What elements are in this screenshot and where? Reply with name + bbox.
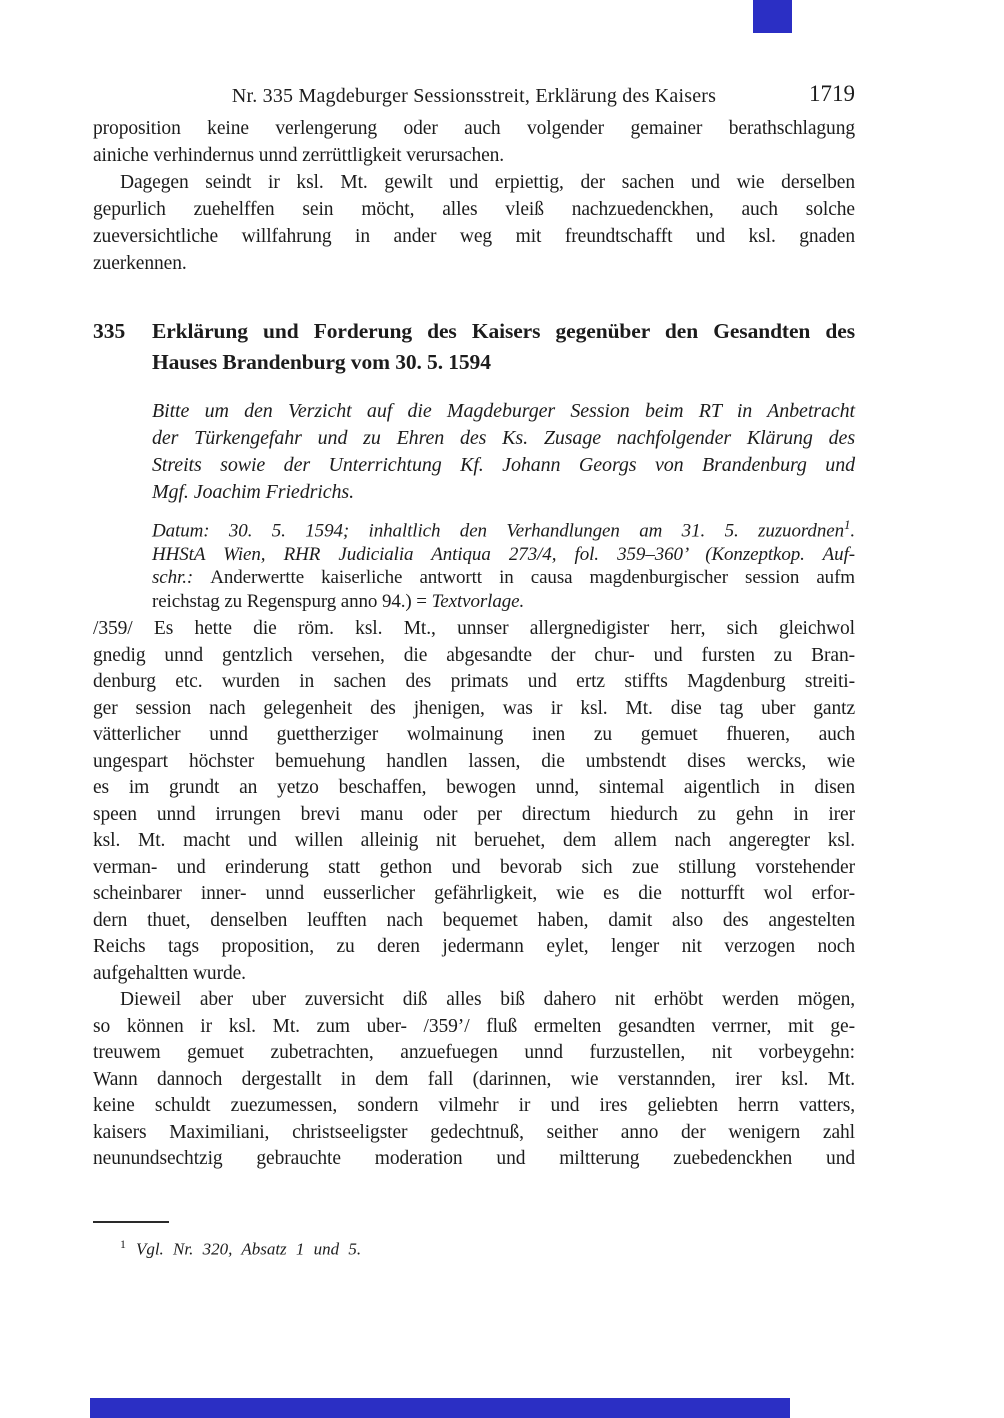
- page-number: 1719: [809, 81, 855, 106]
- section-abstract: Bitte um den Verzicht auf die Magdeburger Session beim RT in Anbetracht der Türkengefahr und zu Ehren des Ks. Zusage nachfolgender Klärung des Streits sowie der Unterrichtung Kf. Johann Georgs von Brandenburg und Mgf. Joachim Friedrichs.: [152, 400, 855, 503]
- section-title: Erklärung und Forderung des Kaisers gegenüber den Gesandten des Hauses Brandenburg vom 30. 5. 1594: [152, 319, 855, 374]
- publisher-footer-bar: [90, 1398, 790, 1418]
- running-title: Nr. 335 Magdeburger Sessionsstreit, Erklärung des Kaisers: [231, 85, 717, 107]
- intro-paragraph-continuation: proposition keine verlengerung oder auch volgender gemainer berathschlagung ainiche verhindernus unnd zerrüttligkeit verursachen.: [93, 118, 855, 166]
- body-paragraph-2: Dieweil aber uber zuversicht diß alles biß dahero nit erhöbt werden mögen, so können ir ksl. Mt. zum uber- /359’/ fluß ermelten gesandten verrner, mit ge- treuwem gemuet zubetrachten, anzuefuegen unnd furzustellen, nit vorbeygehn: Wann dannoch dergestallt in dem fall (darinnen, wie verstannden, irer ksl. Mt. keine schuldt zuezumessen, sondern vilmehr ir und ires geliebten herrn vatters, kaisers Maximiliani, christseeligster gedechtnuß, seither anno der wenigern zahl neunundsechtzig gebrauchte moderation und miltterung zuebedenckhen und: [93, 989, 855, 1169]
- body-paragraph-1: /359/ Es hette die röm. ksl. Mt., unnser allergnedigister herr, sich gleichwol gnedig unnd gentzlich versehen, die abgesandte der chur- und fursten zu Bran- denburg etc. wurden in sachen des primats und ertz stiffts Magdenburg streiti- ger session nach gelegenheit des jhenigen, was ir ksl. Mt. dise tag uber gantz vätterlicher unnd guettherziger wolmainung inen zu gemuet fhueren, auch ungespart höchster bemuehung handlen lassen, die umbstendt dises wercks, wie es im grundt an yetzo beschaffen, bewogen unnd, sintemal aigentlich in disen speen unnd irrungen brevi manu oder per directum hiedurch zu gehn in irer ksl. Mt. macht und willen alleinig nit beruehet, dem allem nach angeregter ksl. verman- und erinderung statt gethon und bevorab sich zue stillung vorstehender scheinbarer inner- unnd eusserlicher gefährligkeit, wie es die notturfft wol erfor- dern thuet, denselben leufften nach bequemet haben, damit also des angestelten Reichs tags proposition, zu deren jedermann eylet, lenger nit verzogen noch aufgehaltten wurde.: [93, 618, 855, 984]
- page-header: [93, 81, 855, 113]
- section-heading: [93, 316, 855, 378]
- intro-paragraph-dagegen: Dagegen seindt ir ksl. Mt. gewilt und erpiettig, der sachen und wie derselben gepurlich zuehelffen sein möcht, alles vleiß nachzuedenckhen, auch solche zueversichtliche willfahrung in ander weg mit freundtschafft und ksl. gnaden zuerkennen.: [93, 172, 855, 274]
- publisher-corner-stamp: [753, 0, 792, 33]
- footnote: [93, 1232, 882, 1262]
- section-number: 335: [93, 319, 126, 343]
- footnote-divider: [93, 1221, 169, 1223]
- main-text: [93, 616, 855, 1173]
- datum-source-note: Datum: 30. 5. 1594; inhaltlich den Verhandlungen am 31. 5. zuzuordnen$^1$. HHStA Wien, RHR Judicialia Antiqua 273/4, fol. 359–360’ (Konzeptkop. Auf- schr.: Anderwertte kaiserliche antwortt in causa magdenburgischer session aufm reichstag zu Regenspurg anno 94.) = Textvorlage.: [152, 517, 855, 612]
- footnote-text: Vgl. Nr. 320, Absatz 1 und 5.: [135, 1239, 362, 1259]
- footnote-marker: 1: [120, 1237, 126, 1251]
